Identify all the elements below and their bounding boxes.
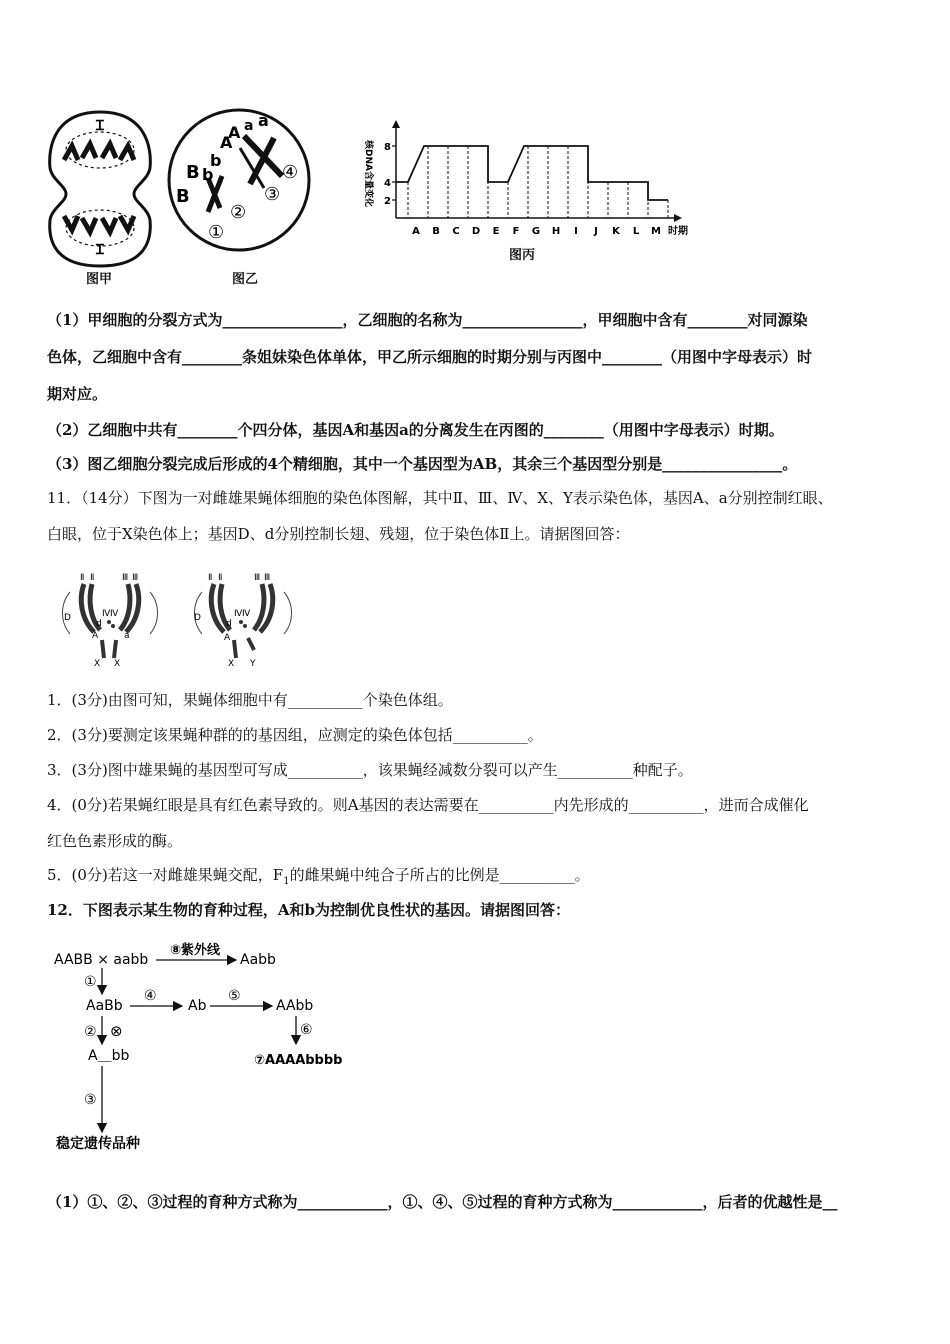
flow-step3: ③ <box>84 1092 97 1108</box>
flow-stable: 稳定遗传品种 <box>56 1136 140 1152</box>
x-tick-I: I <box>574 226 578 237</box>
y-tick-label-4: 4 <box>384 178 391 189</box>
gene-b-2: b <box>202 165 214 184</box>
svg-text:Ⅳ: Ⅳ <box>110 609 119 619</box>
breeding-flowchart <box>50 936 350 1156</box>
gene-B-1: B <box>186 162 200 183</box>
q10-p3: （3）图乙细胞分裂完成后形成的4个精细胞，其中一个基因型为AB，其余三个基因型分别是________________。 <box>47 455 798 473</box>
flow-step6: ⑥ <box>300 1022 313 1038</box>
flow-step2: ② <box>84 1024 97 1040</box>
svg-text:A: A <box>224 633 231 643</box>
svg-text:Ⅳ: Ⅳ <box>234 609 243 619</box>
x-tick-H: H <box>551 226 561 237</box>
q12-p1: （1）①、②、③过程的育种方式称为____________，①、④、⑤过程的育种方式称为____________，后者的优越性是__ <box>47 1193 838 1211</box>
svg-text:D: D <box>64 613 71 623</box>
svg-text:D: D <box>194 613 201 623</box>
number-4: ④ <box>282 162 299 183</box>
gene-A-2: A <box>220 133 233 152</box>
graph-label: 图丙 <box>509 248 536 263</box>
q11-s4-line2: 红色色素形成的酶。 <box>47 832 183 850</box>
x-tick-D: D <box>471 226 481 237</box>
dna-content-line <box>396 146 668 200</box>
svg-text:Y: Y <box>250 659 256 668</box>
svg-text:Ⅲ: Ⅲ <box>132 573 139 583</box>
cell-jia-figure <box>44 108 156 280</box>
q12-intro: 12．下图表示某生物的育种过程，A和b为控制优良性状的基因。请据图回答： <box>47 901 571 919</box>
flow-aabb-result: Aabb <box>240 952 276 968</box>
flow-step1: ① <box>84 974 97 990</box>
svg-text:Ɪ: Ɪ <box>96 242 104 258</box>
flow-self: ⊗ <box>110 1022 123 1040</box>
flow-tetra: ⑦AAAAbbbb <box>254 1053 343 1068</box>
gene-a-2: a <box>258 111 269 130</box>
cell-yi-label: 图乙 <box>232 272 259 287</box>
svg-text:Ⅲ: Ⅲ <box>264 573 271 583</box>
flow-uv: ⑧紫外线 <box>170 943 221 958</box>
flow-parents: AABB × aabb <box>54 952 149 968</box>
q11-intro-line2: 白眼，位于X染色体上；基因D、d分别控制长翅、残翅，位于染色体Ⅱ上。请据图回答： <box>47 525 630 543</box>
graph-xlabel: 时期 <box>668 226 688 237</box>
q11-intro-line1: 11．（14分）下图为一对雌雄果蝇体细胞的染色体图解，其中Ⅱ、Ⅲ、Ⅳ、X、Y表示染色体，基因A、a分别控制红眼、 <box>47 489 833 507</box>
svg-text:X: X <box>228 659 235 668</box>
fly-male-chromosomes <box>184 568 302 668</box>
y-tick-label-2: 2 <box>384 196 391 207</box>
flow-ab: Ab <box>188 998 207 1014</box>
svg-text:Ɪ: Ɪ <box>96 118 104 134</box>
q10-p1-line2: 色体，乙细胞中含有________条姐妹染色体单体，甲乙所示细胞的时期分别与丙图中________（用图中字母表示）时 <box>47 348 813 366</box>
cell-yi-figure <box>164 108 314 256</box>
q11-s4-line1: 4．(0分)若果蝇红眼是具有红色素导致的。则A基因的表达需要在__________内先形成的__________，进而合成催化 <box>47 796 809 814</box>
x-tick-M: M <box>651 226 661 237</box>
svg-text:Ⅱ: Ⅱ <box>218 573 223 583</box>
q10-p1-line1: （1）甲细胞的分裂方式为________________，乙细胞的名称为________________，甲细胞中含有________对同源染 <box>47 311 808 329</box>
y-tick-label-8: 8 <box>384 142 391 153</box>
x-tick-B: B <box>432 226 440 237</box>
x-tick-F: F <box>512 226 520 237</box>
q11-s1: 1．(3分)由图可知，果蝇体细胞中有__________个染色体组。 <box>47 691 453 709</box>
svg-text:X: X <box>114 659 121 668</box>
svg-text:Ⅱ: Ⅱ <box>208 573 213 583</box>
number-3: ③ <box>264 184 281 205</box>
flow-a-bb: A＿bb <box>88 1048 130 1064</box>
graph-ylabel: 核DNA含量变化 <box>363 140 373 207</box>
q10-p1-line3: 期对应。 <box>47 385 108 403</box>
svg-text:a: a <box>124 631 130 641</box>
x-tick-G: G <box>531 226 541 237</box>
svg-text:X: X <box>94 659 101 668</box>
svg-text:A: A <box>92 631 99 641</box>
x-tick-E: E <box>492 226 500 237</box>
x-tick-K: K <box>612 226 620 237</box>
flow-step5: ⑤ <box>228 988 241 1004</box>
flow-aabb2: AAbb <box>276 998 314 1014</box>
x-tick-L: L <box>632 226 640 237</box>
svg-text:Ⅱ: Ⅱ <box>80 573 85 583</box>
number-2: ② <box>230 202 247 223</box>
cell-jia-label: 图甲 <box>86 272 113 287</box>
svg-text:d: d <box>226 619 232 629</box>
q11-s5: 5．(0分)若这一对雌雄果蝇交配，$F_1$的雌果蝇中纯合子所占的比例是__________。 <box>47 866 590 887</box>
svg-text:Ⅱ: Ⅱ <box>90 573 95 583</box>
q11-s3: 3．(3分)图中雄果蝇的基因型可写成__________，该果蝇经减数分裂可以产生__________种配子。 <box>47 761 693 779</box>
svg-text:d: d <box>96 619 102 629</box>
gene-B-2: B <box>176 186 190 207</box>
flow-step4: ④ <box>144 988 157 1004</box>
gene-a-1: a <box>244 118 254 134</box>
gene-b-1: b <box>210 151 222 170</box>
q11-s2: 2．(3分)要测定该果蝇种群的的基因组，应测定的染色体包括__________。 <box>47 726 543 744</box>
gene-A-1: A <box>228 123 241 142</box>
svg-text:Ⅳ: Ⅳ <box>242 609 251 619</box>
x-tick-J: J <box>594 226 598 237</box>
x-tick-C: C <box>452 226 460 237</box>
fly-female-chromosomes <box>54 570 166 668</box>
flow-f1: AaBb <box>86 998 123 1014</box>
number-1: ① <box>208 222 225 243</box>
svg-text:Ⅳ: Ⅳ <box>102 609 111 619</box>
q10-p2: （2）乙细胞中共有________个四分体，基因A和基因a的分离发生在丙图的________（用图中字母表示）时期。 <box>47 421 784 439</box>
svg-text:Ⅲ: Ⅲ <box>254 573 261 583</box>
x-tick-A: A <box>412 226 420 237</box>
svg-text:Ⅲ: Ⅲ <box>122 573 129 583</box>
